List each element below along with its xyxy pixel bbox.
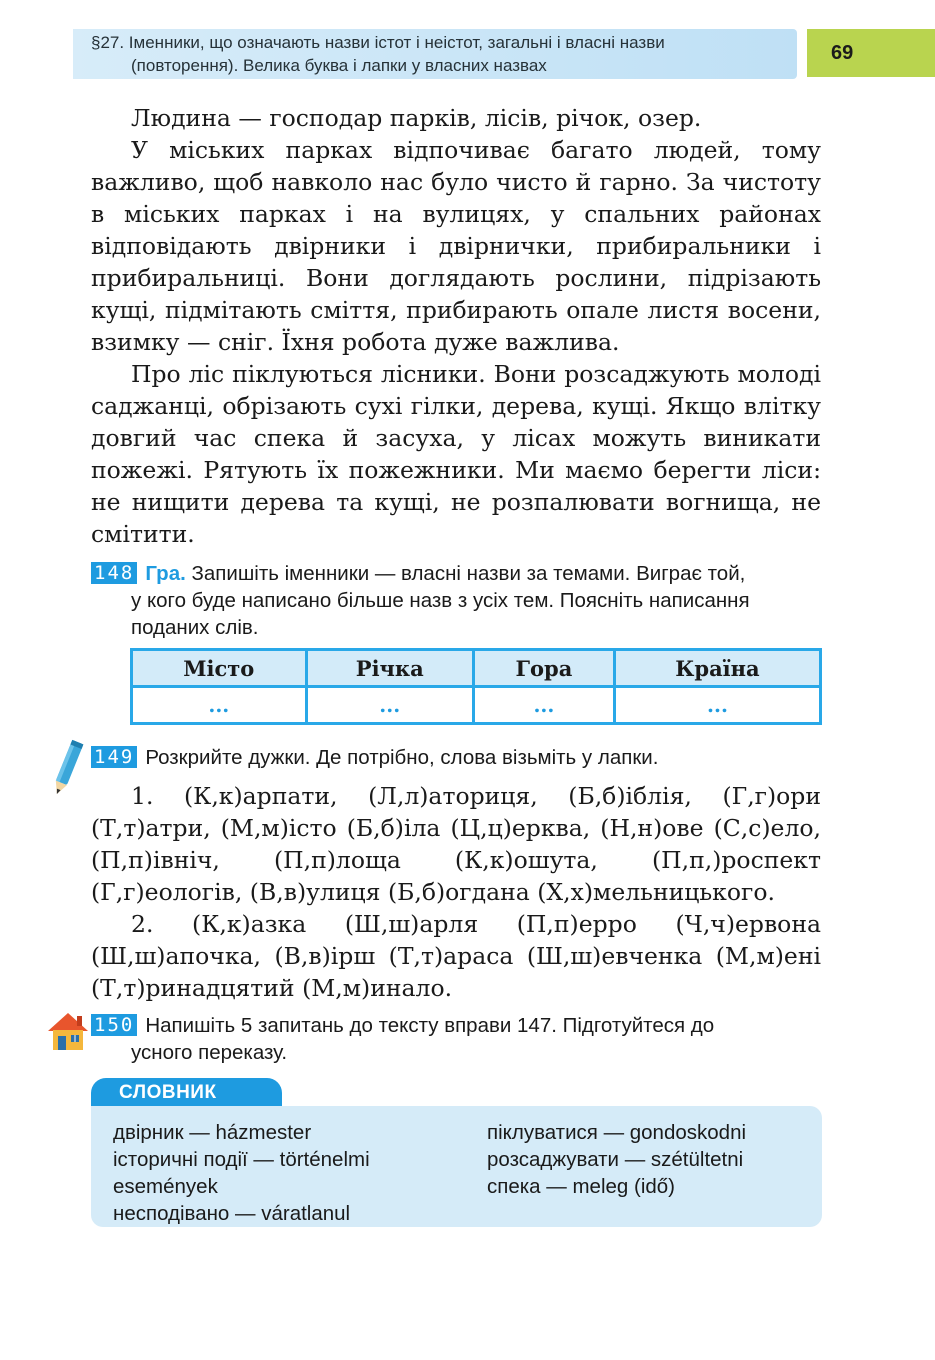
exercise-149-item-1: 1. (К,к)арпати, (Л,л)аториця, (Б,б)іблія, (Г,г)ори (Т,т)атри, (М,м)істо (Б,б)іла (Ц,ц)ерква, (Н,н)ове (С,с)ело, (П,п)івніч, (П,п)лоща (К,к)ошута, (П,п,)роспект (Г,г)еологів, (В,в)улиця (Б,б)огдана (Х,х)мельницького. (91, 782, 821, 906)
table-cell: ... (306, 687, 473, 724)
dictionary-entry: історичні події — történelmi (113, 1148, 370, 1171)
exercise-148-rest: у кого буде написано більше назв з усіх тем. Поясніть написання поданих слів. (131, 589, 750, 639)
house-icon (46, 1010, 90, 1052)
dictionary-entry: двірник — házmester (113, 1121, 312, 1144)
exercise-150 (91, 1012, 826, 1066)
reading-text (91, 102, 821, 550)
exercise-148-first-line: Запишіть іменники — власні назви за темами. Виграє той, (191, 562, 746, 585)
exercise-number-150: 150 (91, 1014, 137, 1036)
dictionary-box (91, 1106, 822, 1227)
table-header-country: Країна (614, 650, 820, 687)
table-cell: ... (473, 687, 614, 724)
exercise-149 (91, 744, 826, 771)
dictionary-entry: несподівано — váratlanul (113, 1202, 351, 1225)
section-title-line1: §27. Іменники, що означають назви істот і неістот, загальні і власні назви (91, 33, 665, 52)
exercise-149-instruction: Розкрийте дужки. Де потрібно, слова візьміть у лапки. (145, 746, 659, 769)
exercise-148 (91, 560, 826, 641)
exercise-number-148: 148 (91, 562, 137, 584)
dictionary-entry: események (113, 1175, 218, 1198)
exercise-149-item-2: 2. (К,к)азка (Ш,ш)арля (П,п)ерро (Ч,ч)ервона (Ш,ш)апочка, (В,в)ірш (Т,т)араса (Ш,ш)евченка (М,м)ені (Т,т)ринадцятий (М,м)инало. (91, 910, 821, 1002)
exercise-148-title: Гра. (145, 562, 186, 585)
dictionary-left-column (113, 1119, 370, 1227)
exercise-149-items (91, 780, 821, 1004)
dictionary-right-column (487, 1119, 746, 1200)
pencil-icon (50, 738, 84, 800)
dictionary-entry: розсаджувати — szétültetni (487, 1148, 744, 1171)
dictionary-title: СЛОВНИК (91, 1078, 282, 1108)
table-header-row (132, 650, 821, 687)
dictionary-entry: спека — meleg (idő) (487, 1175, 676, 1198)
table-header-river: Річка (306, 650, 473, 687)
exercise-150-first-line: Напишіть 5 запитань до тексту вправи 147. Підготуйтеся до (145, 1014, 715, 1037)
topics-table (130, 648, 822, 725)
page-number: 69 (807, 29, 935, 77)
exercise-150-rest: усного переказу. (131, 1041, 288, 1064)
paragraph-3: Про ліс піклуються лісники. Вони розсаджують молоді саджанці, обрізають сухі гілки, дерева, кущі. Якщо влітку довгий час спека й засуха, у лісах можуть виникати пожежі. Рятують їх пожежники. Ми маємо берегти ліси: не нищити дерева та кущі, не розпалювати вогнища, не смітити. (91, 360, 821, 548)
exercise-number-149: 149 (91, 746, 137, 768)
table-row (132, 687, 821, 724)
table-header-mountain: Гора (473, 650, 614, 687)
table-header-city: Місто (132, 650, 307, 687)
paragraph-1: Людина — господар парків, лісів, річок, озер. (131, 104, 702, 132)
dictionary-entry: піклуватися — gondoskodni (487, 1121, 747, 1144)
table-cell: ... (614, 687, 820, 724)
table-cell: ... (132, 687, 307, 724)
section-title (91, 31, 791, 77)
paragraph-2: У міських парках відпочиває багато людей, тому важливо, щоб навколо нас було чисто й гарно. За чистоту в міських парках і на вулицях, у спальних районах відповідають двірники і двірнички, прибиральники і прибиральниці. Вони доглядають рослини, підрізають кущі, підмітають сміття, прибирають опале листя восени, взимку — сніг. Їхня робота дуже важлива. (91, 136, 821, 356)
section-title-line2: (повторення). Велика буква і лапки у власних назвах (131, 56, 547, 75)
